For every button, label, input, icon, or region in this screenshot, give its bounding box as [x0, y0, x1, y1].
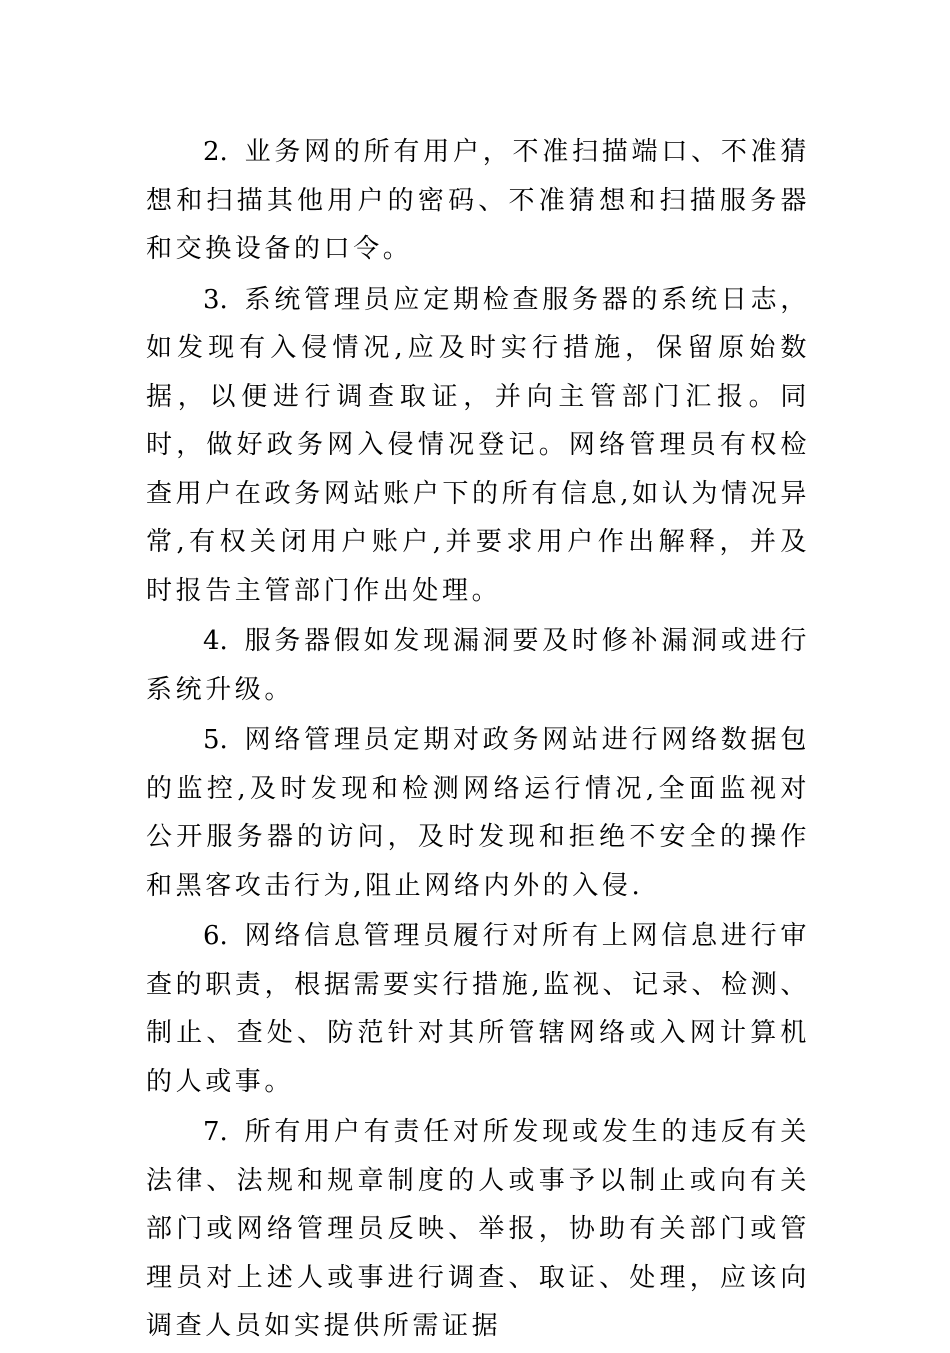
paragraph-item-3	[146, 276, 810, 616]
paragraph-text: 网络管理员定期对政务网站进行网络数据包的监控,及时发现和检测网络运行情况,全面监视对公开服务器的访问，及时发现和拒绝不安全的操作和黑客攻击行为,阻止网络内外的入侵.	[146, 725, 810, 901]
paragraph-text: 网络信息管理员履行对所有上网信息进行审查的职责，根据需要实行措施,监视、记录、检测、制止、查处、防范针对其所管辖网络或入网计算机的人或事。	[146, 921, 810, 1097]
paragraph-item-7	[146, 1108, 810, 1351]
paragraph-item-6	[146, 912, 810, 1106]
paragraph-item-4	[146, 617, 810, 714]
paragraph-number: 2.	[203, 137, 228, 167]
paragraph-item-2	[146, 128, 810, 274]
paragraph-number: 7.	[203, 1117, 228, 1147]
document-page	[146, 128, 810, 1353]
paragraph-number: 5.	[203, 725, 228, 755]
paragraph-number: 6.	[203, 921, 228, 951]
paragraph-number: 4.	[203, 626, 228, 656]
paragraph-item-5	[146, 716, 810, 910]
paragraph-text: 业务网的所有用户，不准扫描端口、不准猜想和扫描其他用户的密码、不准猜想和扫描服务器和交换设备的口令。	[146, 137, 810, 264]
paragraph-text: 系统管理员应定期检查服务器的系统日志，如发现有入侵情况,应及时实行措施，保留原始数据，以便进行调查取证，并向主管部门汇报。同时，做好政务网入侵情况登记。网络管理员有权检查用户在政务网站账户下的所有信息,如认为情况异常,有权关闭用户账户,并要求用户作出解释，并及时报告主管部门作出处理。	[146, 284, 810, 606]
paragraph-number: 3.	[203, 284, 228, 315]
paragraph-text: 所有用户有责任对所发现或发生的违反有关法律、法规和规章制度的人或事予以制止或向有关部门或网络管理员反映、举报，协助有关部门或管理员对上述人或事进行调查、取证、处理，应该向调查人员如实提供所需证据	[146, 1117, 810, 1341]
paragraph-text: 服务器假如发现漏洞要及时修补漏洞或进行系统升级。	[146, 626, 810, 705]
